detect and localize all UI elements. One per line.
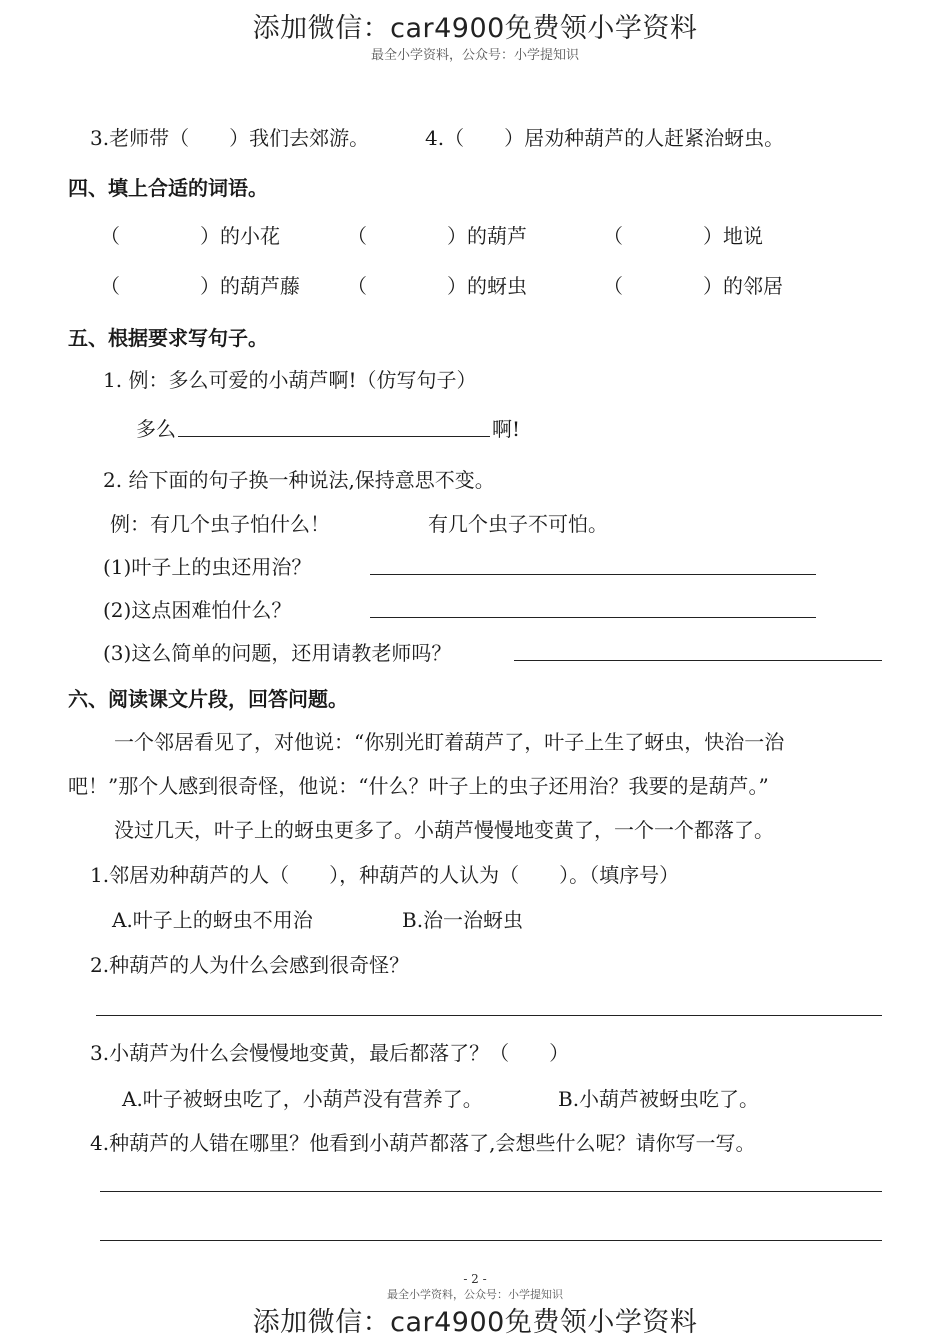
fill-word-6: （ ）的邻居: [603, 274, 783, 298]
reading-para-2: 吧！”那个人感到很奇怪，他说：“什么？叶子上的虫子还用治？我要的是葫芦。”: [68, 774, 769, 798]
section5-sub1: (1)叶子上的虫还用治？: [103, 555, 312, 579]
section5-q1-end: 啊!: [492, 417, 521, 441]
answer-line-q6-4a: [100, 1191, 882, 1192]
section6-q4: 4.种葫芦的人错在哪里？他看到小葫芦都落了,会想些什么呢？请你写一写。: [90, 1131, 756, 1155]
fill-word-4: （ ）的葫芦藤: [100, 274, 300, 298]
answer-line-q6-2: [96, 1015, 882, 1016]
section6-q3-option-a: A.叶子被蚜虫吃了，小葫芦没有营养了。: [122, 1087, 483, 1111]
section5-sub3: (3)这么简单的问题，还用请教老师吗？: [103, 641, 452, 665]
bottom-banner: 添加微信：car4900免费领小学资料: [252, 1307, 698, 1338]
answer-line-q6-4b: [100, 1240, 882, 1241]
section5-example-b: 有几个虫子不可怕。: [428, 512, 608, 536]
fill-word-1: （ ）的小花: [100, 224, 280, 248]
answer-line-sub1: [370, 574, 816, 575]
bottom-subline: 最全小学资料，公众号：小学提知识: [387, 1288, 563, 1301]
section6-q1-option-a: A.叶子上的蚜虫不用治: [112, 908, 313, 932]
reading-para-1: 一个邻居看见了，对他说：“你别光盯着葫芦了，叶子上生了蚜虫，快治一治: [114, 730, 785, 754]
section6-q3-option-b: B.小葫芦被蚜虫吃了。: [558, 1087, 760, 1111]
page-number: - 2 -: [463, 1272, 487, 1286]
section5-q2: 2. 给下面的句子换一种说法,保持意思不变。: [103, 468, 495, 492]
section6-q1: 1.邻居劝种葫芦的人（ ），种葫芦的人认为（ ）。（填序号）: [90, 863, 680, 887]
q3-item-3: 3.老师带（ ）我们去郊游。: [90, 126, 370, 150]
section4-title: 四、填上合适的词语。: [68, 176, 268, 200]
top-subline: 最全小学资料，公众号：小学提知识: [370, 48, 579, 63]
fill-word-2: （ ）的葫芦: [347, 224, 527, 248]
section5-q1-start: 多么: [136, 417, 176, 441]
section6-q1-option-b: B.治一治蚜虫: [402, 908, 524, 932]
answer-line-sub3: [514, 660, 882, 661]
section5-sub2: (2)这点困难怕什么？: [103, 598, 292, 622]
fill-word-3: （ ）地说: [603, 224, 763, 248]
section5-example-a: 例：有几个虫子怕什么！: [110, 512, 330, 536]
answer-line-q1: [178, 436, 490, 437]
section6-title: 六、阅读课文片段，回答问题。: [68, 687, 348, 711]
answer-line-sub2: [370, 617, 816, 618]
section5-q1: 1. 例：多么可爱的小葫芦啊!（仿写句子）: [103, 368, 477, 392]
top-banner: 添加微信：car4900免费领小学资料: [252, 13, 698, 44]
section6-q3: 3.小葫芦为什么会慢慢地变黄，最后都落了？（ ）: [90, 1041, 570, 1065]
reading-para-3: 没过几天，叶子上的蚜虫更多了。小葫芦慢慢地变黄了，一个一个都落了。: [114, 818, 774, 842]
section5-title: 五、根据要求写句子。: [68, 326, 268, 350]
section6-q2: 2.种葫芦的人为什么会感到很奇怪？: [90, 953, 410, 977]
q3-item-4: 4.（ ）居劝种葫芦的人赶紧治蚜虫。: [425, 126, 785, 150]
fill-word-5: （ ）的蚜虫: [347, 274, 527, 298]
